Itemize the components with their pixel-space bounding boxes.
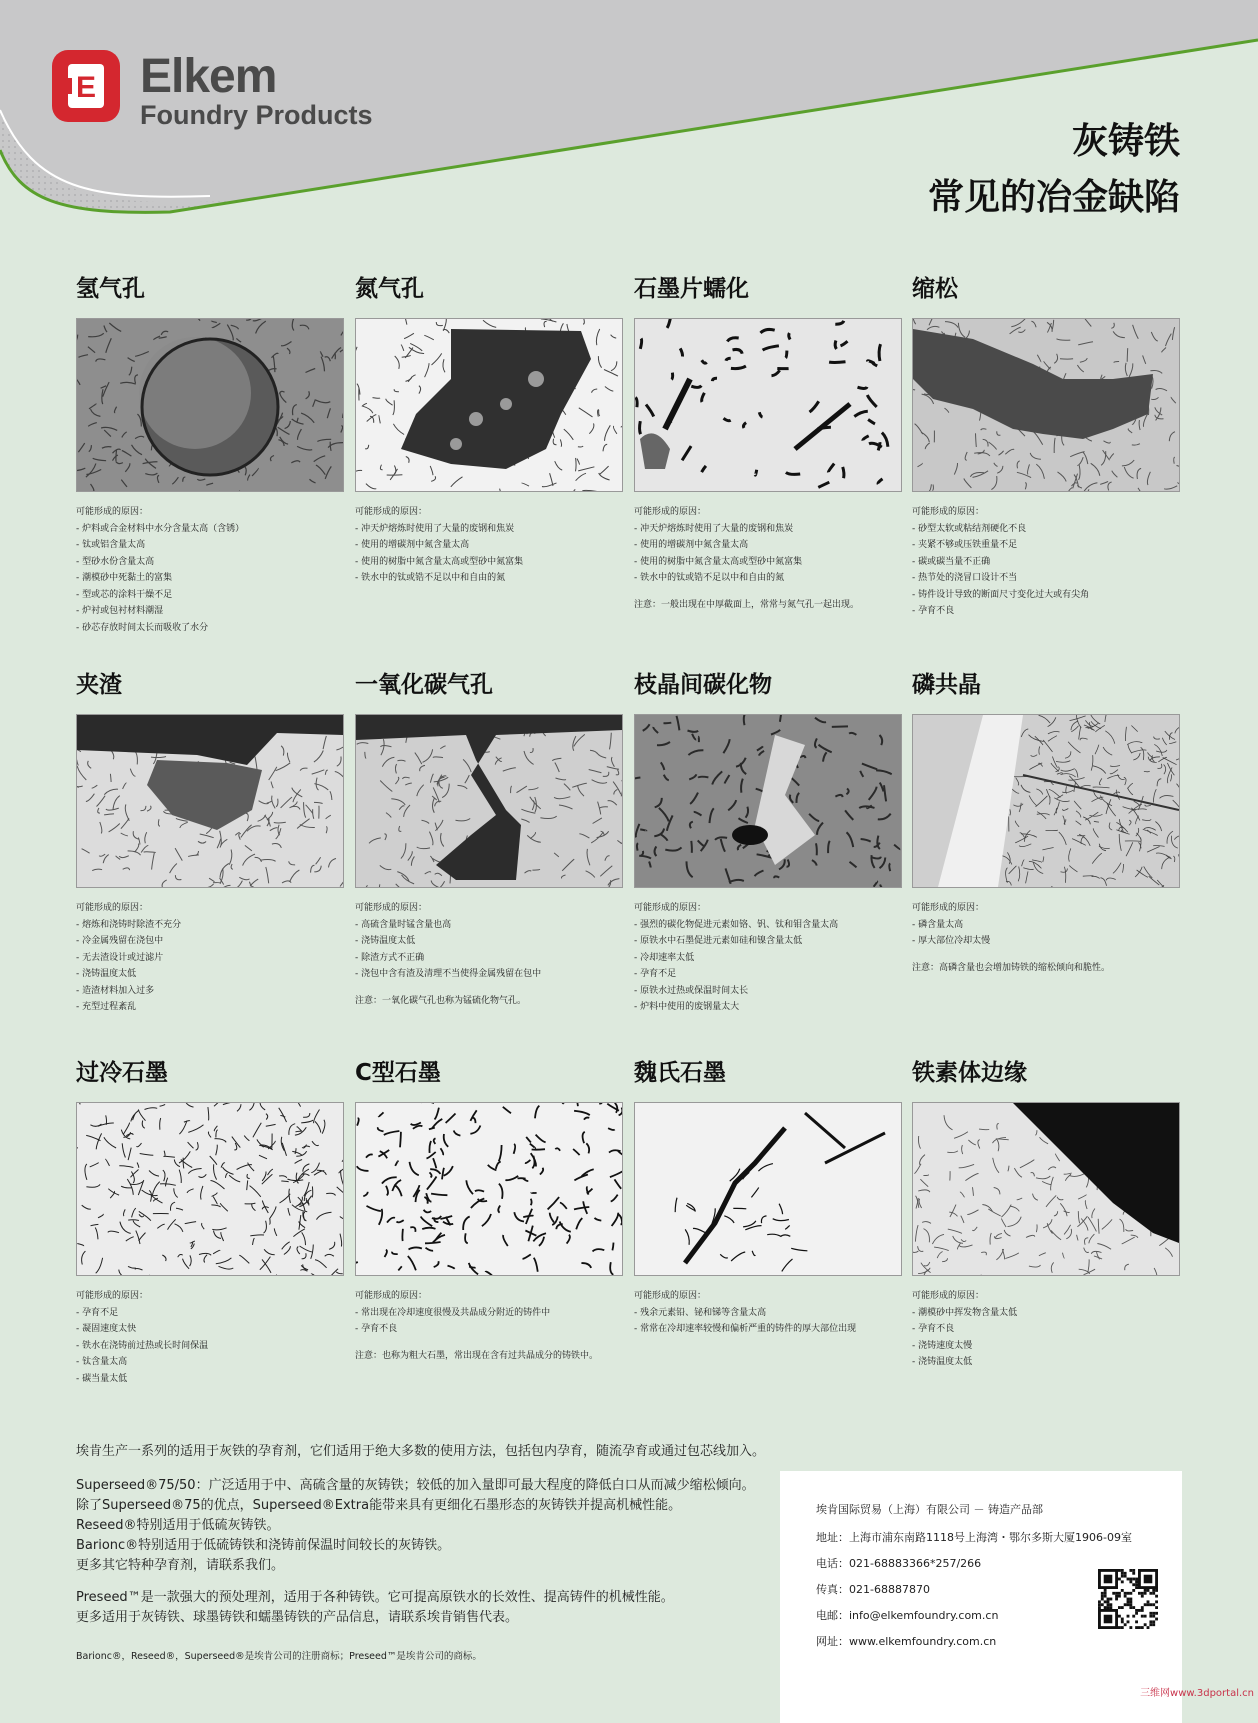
cause-item: - 浇铸温度太低 (912, 1357, 973, 1367)
cause-item: - 常出现在冷却速度很慢及共晶成分附近的铸件中 (355, 1307, 551, 1318)
cause-item: - 砂芯存放时间太长而吸收了水分 (76, 622, 209, 633)
defect-card (912, 1058, 1178, 1367)
cause-item: - 炉料中使用的废钢量太大 (634, 1002, 740, 1012)
causes-heading: 可能形成的原因： (76, 903, 149, 913)
cause-item: - 使用的树脂中氮含量太高或型砂中氮富集 (634, 556, 803, 567)
cause-item: - 使用的增碳剂中氮含量太高 (355, 540, 470, 550)
micrograph-image (355, 1102, 623, 1276)
defect-causes (76, 504, 342, 636)
causes-heading: 可能形成的原因： (912, 903, 985, 913)
defect-title: 石墨片蠕化 (634, 276, 749, 302)
cause-item: - 砂型太软或粘结剂硬化不良 (912, 523, 1027, 534)
cause-item: - 无去渣设计或过滤片 (76, 952, 164, 963)
watermark: 三维网www.3dportal.cn (1140, 1688, 1254, 1699)
cause-item: - 凝固速度太快 (76, 1324, 137, 1334)
defect-causes (355, 504, 621, 587)
trademark-footnote: Barionc®，Reseed®，Superseed®是埃肯公司的注册商标；Preseed™是埃肯公司的商标。 (76, 1651, 482, 1662)
defect-causes (634, 504, 900, 613)
defect-causes (355, 900, 621, 1009)
causes-heading: 可能形成的原因： (76, 507, 149, 517)
defect-causes (634, 900, 900, 1016)
defect-note: 注意：一氧化碳气孔也称为锰硫化物气孔。 (355, 995, 527, 1006)
cause-item: - 浇包中含有渣及清理不当使得金属残留在包中 (355, 969, 542, 979)
micrograph-image (912, 1102, 1180, 1276)
cause-item: - 钛或铝含量太高 (76, 540, 146, 550)
product-preseed: Preseed™是一款强大的预处理剂，适用于各种铸铁。它可提高原铁水的长效性、提高铸件的机械性能。 (76, 1590, 674, 1605)
contact-box (780, 1471, 1182, 1723)
product-more: 更多其它特种孕育剂，请联系我们。 (76, 1558, 285, 1573)
micrograph-image (634, 714, 902, 888)
defect-causes (912, 900, 1178, 976)
cause-item: - 造渣材料加入过多 (76, 985, 155, 996)
contact-email[interactable]: 电邮：info@elkemfoundry.com.cn (816, 1609, 999, 1622)
cause-item: - 冲天炉熔炼时使用了大量的废钢和焦炭 (355, 523, 515, 534)
page-title-line2: 常见的冶金缺陷 (927, 177, 1180, 218)
defect-card (76, 274, 342, 633)
product-contact-sales: 更多适用于灰铸铁、球墨铸铁和蠕墨铸铁的产品信息，请联系埃肯销售代表。 (76, 1610, 519, 1625)
causes-heading: 可能形成的原因： (355, 507, 428, 517)
contact-company: 埃肯国际贸易（上海）有限公司 － 铸造产品部 (816, 1503, 1043, 1516)
inoculant-intro (76, 1442, 765, 1462)
contact-fax: 传真：021-68887870 (816, 1583, 930, 1596)
cause-item: - 孕育不足 (76, 1307, 119, 1318)
cause-item: - 钛含量太高 (76, 1357, 128, 1367)
cause-item: - 潮模砂中挥发物含量太低 (912, 1307, 1018, 1318)
causes-heading: 可能形成的原因： (634, 903, 707, 913)
micrograph-image (76, 318, 344, 492)
cause-item: - 磷含量太高 (912, 919, 964, 930)
defect-card (912, 670, 1178, 973)
micrograph-image (634, 318, 902, 492)
cause-item: - 铸件设计导致的断面尺寸变化过大或有尖角 (912, 589, 1090, 600)
micrograph-image (355, 714, 623, 888)
cause-item: - 炉料或合金材料中水分含量太高（含锈） (76, 523, 245, 534)
defect-card (912, 274, 1178, 616)
causes-heading: 可能形成的原因： (76, 1291, 149, 1301)
product-barionc: Barionc®特别适用于低硫铸铁和浇铸前保温时间较长的灰铸铁。 (76, 1538, 451, 1553)
defect-note: 注意：高磷含量也会增加铸铁的缩松倾向和脆性。 (912, 962, 1111, 973)
preseed-block (76, 1588, 674, 1628)
cause-item: - 冷金属残留在浇包中 (76, 936, 164, 946)
cause-item: - 潮模砂中死黏土的富集 (76, 573, 173, 583)
defect-title: 氮气孔 (355, 276, 424, 302)
contact-website[interactable]: 网址：www.elkemfoundry.com.cn (816, 1635, 997, 1648)
cause-item: - 碳当量太低 (76, 1373, 128, 1384)
defect-card (634, 274, 900, 610)
product-reseed: Reseed®特别适用于低硫灰铸铁。 (76, 1518, 280, 1533)
cause-item: - 冷却速率太低 (634, 952, 695, 963)
brand-subtitle: Foundry Products (140, 100, 373, 130)
causes-heading: 可能形成的原因： (634, 507, 707, 517)
defect-title: 夹渣 (76, 672, 122, 698)
cause-item: - 原铁水过热或保温时间太长 (634, 985, 749, 996)
cause-item: - 铁水中的钛或锆不足以中和自由的氮 (634, 573, 785, 583)
cause-item: - 型或芯的涂料干燥不足 (76, 589, 173, 600)
defect-title: 缩松 (912, 276, 958, 302)
product-superseed-75: Superseed®75/50：广泛适用于中、高硫含量的灰铸铁；较低的加入量即可最大程度的降低白口从而减少缩松倾向。 (76, 1478, 755, 1493)
defect-title: 氢气孔 (76, 276, 145, 302)
causes-heading: 可能形成的原因： (912, 507, 985, 517)
cause-item: - 夹紧不够或压铁重量不足 (912, 540, 1018, 550)
causes-heading: 可能形成的原因： (355, 1291, 428, 1301)
defect-title: 铁素体边缘 (912, 1060, 1027, 1086)
cause-item: - 孕育不良 (912, 1324, 955, 1334)
cause-item: - 熔炼和浇铸时除渣不充分 (76, 919, 182, 930)
contact-phone: 电话：021-68883366*257/266 (816, 1557, 982, 1570)
product-superseed-extra: 除了Superseed®75的优点，Superseed®Extra能带来具有更细化石墨形态的灰铸铁并提高机械性能。 (76, 1498, 682, 1513)
defect-note: 注意：一般出现在中厚截面上，常常与氮气孔一起出现。 (634, 599, 860, 610)
cause-item: - 孕育不良 (355, 1324, 398, 1334)
causes-heading: 可能形成的原因： (355, 903, 428, 913)
causes-heading: 可能形成的原因： (634, 1291, 707, 1301)
defect-causes (634, 1288, 900, 1338)
cause-item: - 铁水中的钛或锆不足以中和自由的氮 (355, 573, 506, 583)
qr-code-icon (1098, 1569, 1158, 1629)
cause-item: - 孕育不足 (634, 969, 677, 979)
defect-causes (355, 1288, 621, 1364)
cause-item: - 孕育不良 (912, 606, 955, 616)
brand-name: Elkem (140, 50, 277, 103)
defect-causes (912, 504, 1178, 620)
cause-item: - 除渣方式不正确 (355, 952, 425, 963)
cause-item: - 铁水在浇铸前过热或长时间保温 (76, 1340, 209, 1351)
cause-item: - 高硫含量时锰含量也高 (355, 919, 452, 930)
defect-card (76, 670, 342, 1012)
cause-item: - 浇铸速度太慢 (912, 1340, 973, 1351)
cause-item: - 碳或碳当量不正确 (912, 556, 991, 567)
header-band (0, 0, 1258, 250)
cause-item: - 使用的增碳剂中氮含量太高 (634, 540, 749, 550)
micrograph-image (634, 1102, 902, 1276)
micrograph-image (912, 318, 1180, 492)
brand (140, 52, 373, 128)
micrograph-image (76, 1102, 344, 1276)
defect-card (634, 1058, 900, 1334)
cause-item: - 常常在冷却速率较慢和偏析严重的铸件的厚大部位出现 (634, 1324, 857, 1334)
contact-address: 地址：上海市浦东南路1118号上海湾・鄂尔多斯大厦1906-09室 (816, 1531, 1132, 1544)
micrograph-image (912, 714, 1180, 888)
cause-item: - 热节处的浇冒口设计不当 (912, 573, 1018, 583)
defect-card (634, 670, 900, 1012)
defect-causes (76, 1288, 342, 1387)
defect-note: 注意：也称为粗大石墨，常出现在含有过共晶成分的铸铁中。 (355, 1350, 599, 1361)
cause-item: - 型砂水份含量太高 (76, 556, 155, 567)
micrograph-image (355, 318, 623, 492)
inoculant-list (76, 1476, 755, 1576)
defect-causes (912, 1288, 1178, 1371)
defect-title: C型石墨 (355, 1060, 441, 1086)
cause-item: - 充型过程紊乱 (76, 1002, 137, 1012)
svg-text:E: E (75, 71, 97, 104)
elkem-logo-icon (52, 50, 120, 122)
defect-title: 一氧化碳气孔 (355, 672, 493, 698)
defect-title: 枝晶间碳化物 (634, 672, 772, 698)
cause-item: - 使用的树脂中氮含量太高或型砂中氮富集 (355, 556, 524, 567)
page-title (928, 114, 1180, 226)
cause-item: - 浇铸温度太低 (355, 936, 416, 946)
defect-card (76, 1058, 342, 1384)
page-title-line1: 灰铸铁 (1071, 121, 1180, 162)
causes-heading: 可能形成的原因： (912, 1291, 985, 1301)
cause-item: - 厚大部位冷却太慢 (912, 936, 991, 946)
cause-item: - 强烈的碳化物促进元素如铬、钒、钛和钼含量太高 (634, 919, 839, 930)
micrograph-image (76, 714, 344, 888)
defect-title: 过冷石墨 (76, 1060, 168, 1086)
defect-card (355, 1058, 621, 1361)
defect-card (355, 274, 621, 583)
cause-item: - 原铁水中石墨促进元素如硅和镍含量太低 (634, 936, 803, 946)
cause-item: - 浇铸温度太低 (76, 969, 137, 979)
cause-item: - 炉衬或包衬材料潮湿 (76, 606, 164, 616)
defect-title: 磷共晶 (912, 672, 981, 698)
defect-causes (76, 900, 342, 1016)
cause-item: - 冲天炉熔炼时使用了大量的废钢和焦炭 (634, 523, 794, 534)
defect-title: 魏氏石墨 (634, 1060, 726, 1086)
cause-item: - 残余元素铅、铋和锑等含量太高 (634, 1307, 767, 1318)
intro-text: 埃肯生产一系列的适用于灰铁的孕育剂，它们适用于绝大多数的使用方法，包括包内孕育，随流孕育或通过包芯线加入。 (76, 1444, 766, 1459)
defect-card (355, 670, 621, 1006)
